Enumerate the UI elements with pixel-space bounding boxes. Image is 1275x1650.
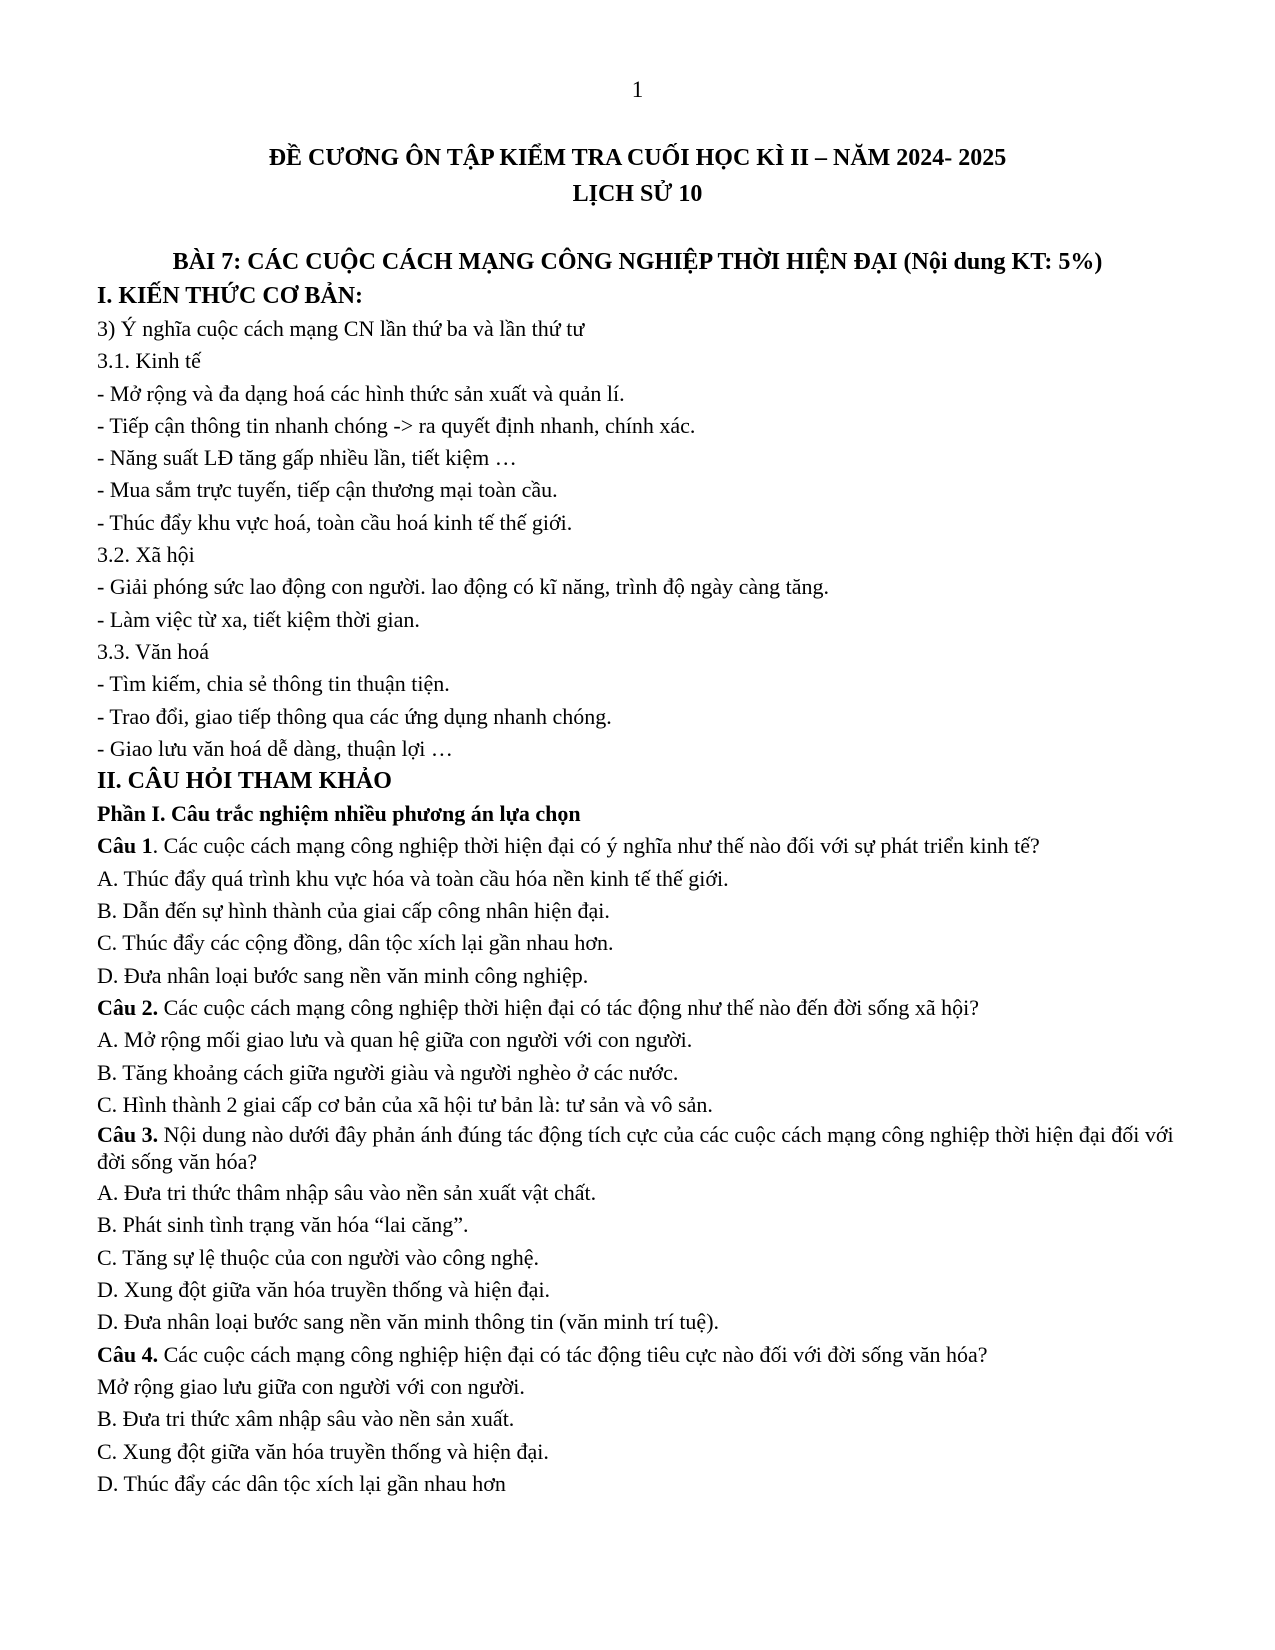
answer-option: C. Hình thành 2 giai cấp cơ bản của xã hội tư bản là: tư sản và vô sản. xyxy=(97,1091,713,1117)
answer-option: A. Thúc đẩy quá trình khu vực hóa và toàn cầu hóa nền kinh tế thế giới. xyxy=(97,865,729,891)
list-item: - Mua sắm trực tuyến, tiếp cận thương mại toàn cầu. xyxy=(97,477,558,503)
question-label: Câu 4. xyxy=(97,1341,159,1367)
answer-option: D. Thúc đẩy các dân tộc xích lại gần nhau hơn xyxy=(97,1470,506,1496)
question xyxy=(97,830,1187,862)
question xyxy=(97,1121,1187,1177)
subsection-heading-economy: 3.1. Kinh tế xyxy=(97,348,201,374)
list-item: - Giải phóng sức lao động con người. lao động có kĩ năng, trình độ ngày càng tăng. xyxy=(97,574,830,600)
question-label: Câu 3. xyxy=(97,1122,159,1148)
question-text: . Các cuộc cách mạng công nghiệp thời hiện đại có ý nghĩa như thế nào đối với sự phát triển kinh tế? xyxy=(152,833,1040,859)
answer-option: B. Đưa tri thức xâm nhập sâu vào nền sản xuất. xyxy=(97,1406,515,1432)
answer-option: B. Tăng khoảng cách giữa người giàu và người nghèo ở các nước. xyxy=(97,1059,679,1085)
question-label: Câu 1 xyxy=(97,833,153,859)
answer-option: D. Đưa nhân loại bước sang nền văn minh công nghiệp. xyxy=(97,962,589,988)
answer-option: D. Xung đột giữa văn hóa truyền thống và hiện đại. xyxy=(97,1277,551,1303)
question xyxy=(97,1339,1187,1371)
subsection-heading-society: 3.2. Xã hội xyxy=(97,542,195,568)
answer-option: D. Đưa nhân loại bước sang nền văn minh thông tin (văn minh trí tuệ). xyxy=(97,1309,720,1335)
list-item: - Tiếp cận thông tin nhanh chóng -> ra quyết định nhanh, chính xác. xyxy=(97,412,696,438)
question-label: Câu 2. xyxy=(97,994,159,1020)
question xyxy=(97,992,1187,1024)
document-body xyxy=(97,280,1187,1500)
list-item: - Giao lưu văn hoá dễ dàng, thuận lợi … xyxy=(97,735,453,761)
page-number: 1 xyxy=(631,77,644,102)
answer-option: B. Phát sinh tình trạng văn hóa “lai căng”. xyxy=(97,1212,469,1238)
answer-option: C. Tăng sự lệ thuộc của con người vào công nghệ. xyxy=(97,1244,539,1270)
question-text: Các cuộc cách mạng công nghiệp hiện đại có tác động tiêu cực nào đối với đời sống văn hóa? xyxy=(158,1341,988,1367)
list-item: - Năng suất LĐ tăng gấp nhiều lần, tiết kiệm … xyxy=(97,445,517,471)
section-heading-questions: II. CÂU HỎI THAM KHẢO xyxy=(97,768,392,795)
document-subject: LỊCH SỬ 10 xyxy=(572,181,703,207)
list-item: - Làm việc từ xa, tiết kiệm thời gian. xyxy=(97,606,420,632)
subsection-heading-culture: 3.3. Văn hoá xyxy=(97,638,210,664)
section-heading-knowledge: I. KIẾN THỨC CƠ BẢN: xyxy=(97,283,364,309)
question-text: Nội dung nào dưới đây phản ánh đúng tác động tích cực của các cuộc cách mạng công nghiệp thời hiện đại đối với đời sống văn hóa? xyxy=(97,1122,1174,1175)
knowledge-intro: 3) Ý nghĩa cuộc cách mạng CN lần thứ ba và lần thứ tư xyxy=(97,316,585,341)
document-title: ĐỀ CƯƠNG ÔN TẬP KIỂM TRA CUỐI HỌC KÌ II – NĂM 2024- 2025 xyxy=(268,145,1007,171)
answer-option: B. Dẫn đến sự hình thành của giai cấp công nhân hiện đại. xyxy=(97,898,610,924)
question-text: Các cuộc cách mạng công nghiệp thời hiện đại có tác động như thế nào đến đời sống xã hội? xyxy=(158,994,979,1020)
part-heading: Phần I. Câu trắc nghiệm nhiều phương án lựa chọn xyxy=(97,801,581,827)
list-item: - Tìm kiếm, chia sẻ thông tin thuận tiện. xyxy=(97,671,450,697)
list-item: - Trao đổi, giao tiếp thông qua các ứng dụng nhanh chóng. xyxy=(97,703,612,729)
answer-option: A. Mở rộng mối giao lưu và quan hệ giữa con người với con người. xyxy=(97,1027,693,1053)
answer-option: C. Thúc đẩy các cộng đồng, dân tộc xích lại gần nhau hơn. xyxy=(97,930,614,956)
answer-option: Mở rộng giao lưu giữa con người với con người. xyxy=(97,1373,525,1399)
list-item: - Thúc đẩy khu vực hoá, toàn cầu hoá kinh tế thế giới. xyxy=(97,509,573,535)
list-item: - Mở rộng và đa dạng hoá các hình thức sản xuất và quản lí. xyxy=(97,380,625,406)
answer-option: C. Xung đột giữa văn hóa truyền thống và hiện đại. xyxy=(97,1438,549,1464)
lesson-title: BÀI 7: CÁC CUỘC CÁCH MẠNG CÔNG NGHIỆP THỜI HIỆN ĐẠI (Nội dung KT: 5%) xyxy=(172,249,1103,275)
answer-option: A. Đưa tri thức thâm nhập sâu vào nền sản xuất vật chất. xyxy=(97,1180,597,1206)
